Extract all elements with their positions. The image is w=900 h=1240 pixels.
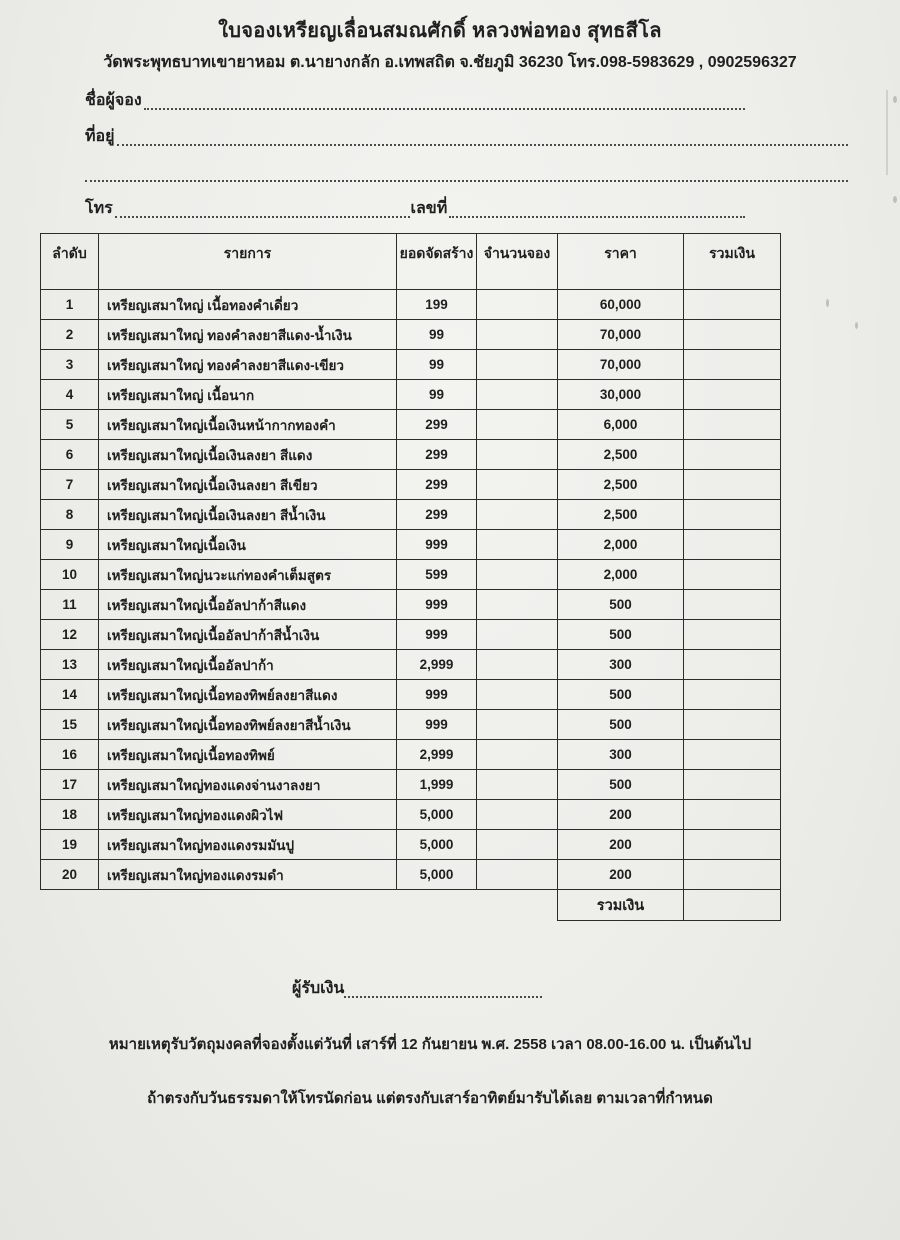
row-item-description: เหรียญเสมาใหญ่ทองแดงผิวไฟ [99,800,397,830]
row-quantity-reserved [477,590,558,620]
form-title: ใบจองเหรียญเลื่อนสมณศักดิ์ หลวงพ่อทอง สุทธสีโล [218,20,662,42]
row-total [684,680,781,710]
header-item: รายการ [99,234,397,290]
row-quantity-made: 299 [397,410,477,440]
doc-number-blank [449,202,745,218]
row-quantity-made: 299 [397,470,477,500]
table-row [41,560,781,590]
row-quantity-reserved [477,620,558,650]
row-number: 6 [41,440,99,470]
row-quantity-reserved [477,380,558,410]
row-quantity-reserved [477,830,558,860]
row-number: 11 [41,590,99,620]
row-quantity-reserved [477,740,558,770]
row-price: 2,000 [558,530,684,560]
note-pickup-date: หมายเหตุรับวัตถุมงคลที่จองตั้งแต่วันที่ เสาร์ที่ 12 กันยายน พ.ศ. 2558 เวลา 08.00-16.00 น. เป็นต้นไป [108,1036,752,1053]
row-total [684,860,781,890]
temple-address-line: วัดพระพุทธบาทเขายาหอม ต.นายางกลัก อ.เทพสถิต จ.ชัยภูมิ 36230 โทร.098-5983629 , 0902596327 [103,54,797,71]
row-total [684,710,781,740]
row-item-description: เหรียญเสมาใหญ่เนื้ออัลปาก้าสีแดง [99,590,397,620]
field-money-receiver [292,976,542,1001]
row-number: 9 [41,530,99,560]
header-reserved: จำนวนจอง [477,234,558,290]
row-price: 6,000 [558,410,684,440]
field-phone-and-number [85,196,745,221]
row-quantity-made: 99 [397,350,477,380]
row-number: 8 [41,500,99,530]
table-row [41,320,781,350]
row-item-description: เหรียญเสมาใหญ่เนื้อเงินหน้ากากทองคำ [99,410,397,440]
row-item-description: เหรียญเสมาใหญ่นวะแก่ทองคำเต็มสูตร [99,560,397,590]
row-number: 4 [41,380,99,410]
row-price: 2,000 [558,560,684,590]
row-total [684,530,781,560]
scan-artifact [855,322,858,329]
row-total [684,470,781,500]
row-quantity-made: 199 [397,290,477,320]
grand-total-value [684,890,781,921]
row-item-description: เหรียญเสมาใหญ่ ทองคำลงยาสีแดง-เขียว [99,350,397,380]
row-quantity-made: 999 [397,590,477,620]
phone-label: โทร [85,200,113,217]
row-total [684,500,781,530]
table-row [41,710,781,740]
row-price: 200 [558,860,684,890]
row-total [684,800,781,830]
row-quantity-made: 999 [397,680,477,710]
row-price: 500 [558,680,684,710]
money-receiver-label: ผู้รับเงิน [292,980,345,997]
row-number: 18 [41,800,99,830]
row-price: 500 [558,770,684,800]
row-quantity-made: 299 [397,440,477,470]
row-quantity-reserved [477,410,558,440]
table-row [41,620,781,650]
row-number: 13 [41,650,99,680]
row-price: 2,500 [558,470,684,500]
row-number: 10 [41,560,99,590]
row-item-description: เหรียญเสมาใหญ่เนื้อทองทิพย์ [99,740,397,770]
row-item-description: เหรียญเสมาใหญ่ ทองคำลงยาสีแดง-น้ำเงิน [99,320,397,350]
row-number: 3 [41,350,99,380]
row-quantity-reserved [477,680,558,710]
row-quantity-made: 999 [397,530,477,560]
field-reserver-name [85,88,745,113]
row-total [684,380,781,410]
note-pickup-condition: ถ้าตรงกับวันธรรมดาให้โทรนัดก่อน แต่ตรงกับเสาร์อาทิตย์มารับได้เลย ตามเวลาที่กำหนด [147,1090,713,1107]
row-quantity-reserved [477,290,558,320]
row-number: 1 [41,290,99,320]
row-price: 500 [558,620,684,650]
row-total [684,320,781,350]
row-price: 200 [558,800,684,830]
row-price: 300 [558,650,684,680]
table-row [41,770,781,800]
grand-total-label: รวมเงิน [558,890,684,921]
table-row [41,290,781,320]
row-quantity-made: 5,000 [397,800,477,830]
row-total [684,770,781,800]
row-number: 20 [41,860,99,890]
table-row [41,680,781,710]
table-row [41,470,781,500]
row-quantity-reserved [477,560,558,590]
row-price: 70,000 [558,320,684,350]
order-table-body [41,290,781,890]
table-row [41,500,781,530]
row-number: 19 [41,830,99,860]
table-row [41,830,781,860]
row-quantity-made: 5,000 [397,860,477,890]
row-quantity-reserved [477,860,558,890]
grand-total-spacer [41,890,558,921]
row-total [684,350,781,380]
row-quantity-reserved [477,800,558,830]
row-item-description: เหรียญเสมาใหญ่ทองแดงรมดำ [99,860,397,890]
row-price: 2,500 [558,500,684,530]
row-item-description: เหรียญเสมาใหญ่เนื้อเงินลงยา สีน้ำเงิน [99,500,397,530]
row-item-description: เหรียญเสมาใหญ่เนื้ออัลปาก้าสีน้ำเงิน [99,620,397,650]
table-row [41,590,781,620]
row-quantity-reserved [477,470,558,500]
row-item-description: เหรียญเสมาใหญ่ เนื้อนาก [99,380,397,410]
row-total [684,740,781,770]
row-item-description: เหรียญเสมาใหญ่เนื้อเงินลงยา สีเขียว [99,470,397,500]
phone-blank [115,202,411,218]
header-price: ราคา [558,234,684,290]
table-row [41,440,781,470]
address-blank [117,130,848,146]
scan-artifact [893,196,897,203]
row-price: 60,000 [558,290,684,320]
row-quantity-reserved [477,770,558,800]
row-total [684,410,781,440]
row-item-description: เหรียญเสมาใหญ่ทองแดงรมมันปู [99,830,397,860]
row-quantity-made: 599 [397,560,477,590]
doc-number-label: เลขที่ [410,200,448,217]
row-quantity-reserved [477,500,558,530]
row-quantity-reserved [477,710,558,740]
address-label: ที่อยู่ [85,128,115,145]
row-price: 30,000 [558,380,684,410]
reserver-name-blank [144,94,745,110]
row-total [684,560,781,590]
reserver-name-label: ชื่อผู้จอง [85,92,142,109]
row-price: 300 [558,740,684,770]
order-table-header [41,234,781,290]
table-row [41,410,781,440]
table-row [41,380,781,410]
row-number: 16 [41,740,99,770]
field-address [85,124,848,149]
row-price: 500 [558,590,684,620]
row-quantity-made: 299 [397,500,477,530]
row-item-description: เหรียญเสมาใหญ่เนื้อทองทิพย์ลงยาสีแดง [99,680,397,710]
header-made: ยอดจัดสร้าง [397,234,477,290]
row-item-description: เหรียญเสมาใหญ่ เนื้อทองคำเดี่ยว [99,290,397,320]
address-blank-line2 [85,166,848,182]
table-row [41,740,781,770]
row-price: 70,000 [558,350,684,380]
table-row [41,860,781,890]
row-quantity-made: 1,999 [397,770,477,800]
table-row [41,530,781,560]
row-item-description: เหรียญเสมาใหญ่เนื้อเงิน [99,530,397,560]
row-quantity-reserved [477,440,558,470]
row-quantity-reserved [477,320,558,350]
row-quantity-made: 999 [397,620,477,650]
money-receiver-blank [344,982,542,998]
row-total [684,650,781,680]
row-price: 2,500 [558,440,684,470]
row-total [684,440,781,470]
row-quantity-made: 2,999 [397,650,477,680]
row-price: 500 [558,710,684,740]
row-quantity-made: 99 [397,320,477,350]
row-quantity-reserved [477,530,558,560]
scan-artifact [893,96,897,103]
row-quantity-reserved [477,350,558,380]
row-price: 200 [558,830,684,860]
field-address-continued [85,166,848,185]
row-quantity-reserved [477,650,558,680]
table-row [41,350,781,380]
row-number: 2 [41,320,99,350]
scan-artifact [826,299,829,307]
row-quantity-made: 5,000 [397,830,477,860]
row-quantity-made: 999 [397,710,477,740]
row-number: 17 [41,770,99,800]
header-total: รวมเงิน [684,234,781,290]
order-table [40,233,781,921]
row-quantity-made: 2,999 [397,740,477,770]
row-number: 14 [41,680,99,710]
table-row [41,800,781,830]
row-item-description: เหรียญเสมาใหญ่ทองแดงจ่านงาลงยา [99,770,397,800]
header-no: ลำดับ [41,234,99,290]
scan-artifact [886,90,888,175]
row-total [684,620,781,650]
grand-total-row [41,890,781,921]
row-number: 7 [41,470,99,500]
row-total [684,590,781,620]
row-item-description: เหรียญเสมาใหญ่เนื้ออัลปาก้า [99,650,397,680]
row-number: 12 [41,620,99,650]
row-quantity-made: 99 [397,380,477,410]
row-number: 15 [41,710,99,740]
row-total [684,830,781,860]
row-item-description: เหรียญเสมาใหญ่เนื้อเงินลงยา สีแดง [99,440,397,470]
table-row [41,650,781,680]
row-item-description: เหรียญเสมาใหญ่เนื้อทองทิพย์ลงยาสีน้ำเงิน [99,710,397,740]
row-number: 5 [41,410,99,440]
row-total [684,290,781,320]
